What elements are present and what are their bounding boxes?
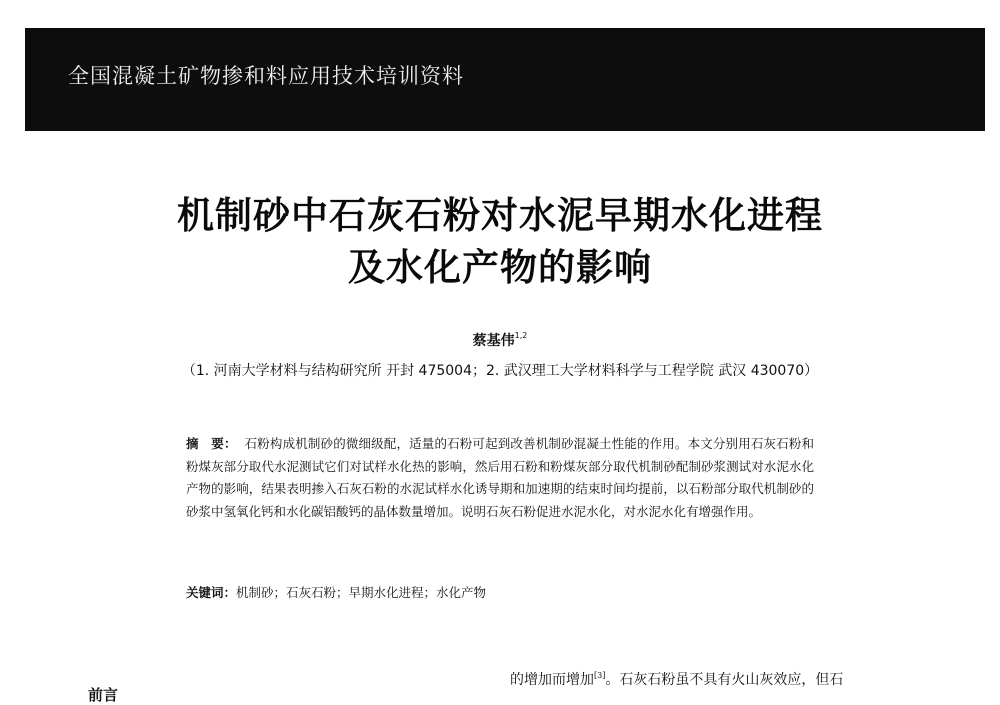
section-heading-preface: 前言	[88, 686, 119, 704]
right-column-text	[510, 669, 843, 689]
abstract	[186, 433, 814, 523]
keywords-text: 机制砂；石灰石粉；早期水化进程；水化产物	[236, 585, 487, 600]
author-affiliation-mark: 1,2	[514, 331, 528, 340]
header-banner-text: 全国混凝土矿物掺和料应用技术培训资料	[68, 64, 464, 88]
author	[0, 330, 1000, 350]
abstract-text: 石粉构成机制砂的微细级配，适量的石粉可起到改善机制砂混凝土性能的作用。本文分别用石灰石粉和粉煤灰部分取代水泥测试它们对试样水化热的影响，然后用石粉和粉煤灰部分取代机制砂配制砂浆测试对水泥水化产物的影响，结果表明掺入石灰石粉的水泥试样水化诱导期和加速期的结束时间均提前，以石粉部分取代机制砂的砂浆中氢氧化钙和水化碳铝酸钙的晶体数量增加。说明石灰石粉促进水泥水化，对水泥水化有增强作用。	[186, 436, 814, 519]
abstract-label: 摘 要：	[186, 436, 237, 451]
keywords	[186, 582, 814, 604]
title-line-2: 及水化产物的影响	[348, 246, 652, 289]
paper-title	[0, 190, 1000, 294]
citation-ref: [3]	[594, 671, 606, 680]
title-line-1: 机制砂中石灰石粉对水泥早期水化进程	[177, 194, 823, 237]
right-column-text-after: 。石灰石粉虽不具有火山灰效应，但石	[605, 672, 844, 688]
right-column-text-before: 的增加而增加	[510, 672, 594, 688]
keywords-label: 关键词：	[186, 585, 237, 600]
author-name: 蔡基伟	[472, 333, 515, 349]
affiliation: （1. 河南大学材料与结构研究所 开封 475004；2. 武汉理工大学材料科学与工程学院 武汉 430070）	[181, 363, 819, 379]
